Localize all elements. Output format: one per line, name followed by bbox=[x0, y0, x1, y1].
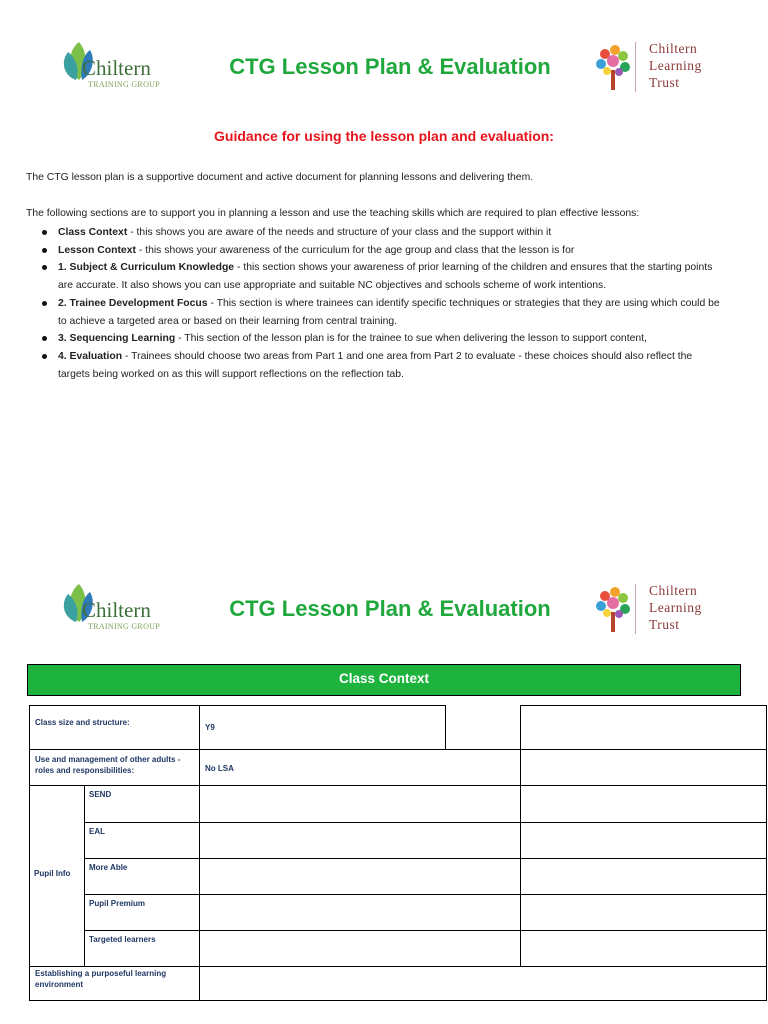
page-header bbox=[0, 40, 768, 110]
eal-label: EAL bbox=[89, 827, 105, 836]
intro-paragraph: The CTG lesson plan is a supportive document and active document for planning lessons and delivering them. bbox=[26, 172, 534, 183]
blank-cell[interactable] bbox=[520, 749, 767, 786]
logo-divider bbox=[635, 42, 636, 92]
more-able-label: More Able bbox=[89, 863, 128, 872]
trust-name: Chiltern Learning Trust bbox=[649, 583, 702, 632]
list-item: Lesson Context - this shows your awareness of the curriculum for the age group and class that the lesson is for bbox=[26, 242, 726, 260]
list-item: 2. Trainee Development Focus - This section is where trainees can identify specific techniques or strategies that they are using which could be to achieve a targeted area or based on their learning from central training. bbox=[26, 295, 726, 330]
bullet-icon bbox=[42, 336, 47, 341]
blank-cell[interactable] bbox=[520, 822, 767, 859]
adults-label: Use and management of other adults - roles and responsibilities: bbox=[35, 755, 181, 775]
chiltern-training-logo bbox=[62, 40, 182, 110]
bullet-icon bbox=[42, 248, 47, 253]
adults-label-cell bbox=[29, 749, 200, 786]
document-title: CTG Lesson Plan & Evaluation bbox=[229, 596, 551, 621]
bullet-icon bbox=[42, 265, 47, 270]
document-title: CTG Lesson Plan & Evaluation bbox=[229, 54, 551, 79]
list-item: Class Context - this shows you are aware of the needs and structure of your class and the support within it bbox=[26, 224, 726, 242]
pupil-premium-label: Pupil Premium bbox=[89, 899, 146, 908]
class-context-heading: Class Context bbox=[27, 664, 741, 696]
pupil-info-label: Pupil Info bbox=[34, 869, 71, 878]
pupil-row-label-cell bbox=[84, 822, 200, 859]
environment-label-cell bbox=[29, 966, 200, 1001]
page-header-2 bbox=[0, 582, 768, 652]
send-label: SEND bbox=[89, 790, 112, 799]
org-name: Chiltern bbox=[82, 56, 151, 80]
blank-cell[interactable] bbox=[520, 705, 767, 750]
trust-name: Chiltern Learning Trust bbox=[649, 41, 702, 90]
pupil-row-label-cell bbox=[84, 894, 200, 931]
blank-cell[interactable] bbox=[520, 858, 767, 895]
class-size-label: Class size and structure: bbox=[35, 718, 130, 727]
environment-value-cell[interactable] bbox=[199, 966, 767, 1001]
chiltern-learning-trust-logo bbox=[593, 40, 733, 110]
targeted-learners-value-cell[interactable] bbox=[199, 930, 521, 967]
guidance-list bbox=[26, 224, 726, 383]
pupil-row-label-cell bbox=[84, 858, 200, 895]
bullet-icon bbox=[42, 230, 47, 235]
pupil-row-label-cell bbox=[84, 785, 200, 823]
logo-divider bbox=[635, 584, 636, 634]
tree-icon bbox=[593, 584, 633, 634]
more-able-value-cell[interactable] bbox=[199, 858, 521, 895]
pupil-row-label-cell bbox=[84, 930, 200, 967]
class-size-value: Y9 bbox=[205, 723, 215, 732]
guidance-heading: Guidance for using the lesson plan and evaluation: bbox=[214, 128, 554, 144]
bullet-icon bbox=[42, 354, 47, 359]
blank-cell[interactable] bbox=[520, 930, 767, 967]
adults-value: No LSA bbox=[205, 764, 234, 773]
class-size-value-cell[interactable] bbox=[199, 705, 446, 750]
pupil-info-label-cell bbox=[29, 785, 85, 967]
org-name: Chiltern bbox=[82, 598, 151, 622]
chiltern-training-logo bbox=[62, 582, 182, 652]
blank-cell[interactable] bbox=[520, 785, 767, 823]
list-item: 3. Sequencing Learning - This section of the lesson plan is for the trainee to sue when delivering the lesson to support content, bbox=[26, 330, 726, 348]
class-size-label-cell bbox=[29, 705, 200, 750]
blank-cell[interactable] bbox=[520, 894, 767, 931]
adults-value-cell[interactable] bbox=[199, 749, 521, 786]
eal-value-cell[interactable] bbox=[199, 822, 521, 859]
org-subtitle: TRAINING GROUP bbox=[88, 622, 160, 631]
sections-lead: The following sections are to support you in planning a lesson and use the teaching skills which are required to plan effective lessons: bbox=[26, 208, 640, 219]
environment-label: Establishing a purposeful learning environment bbox=[35, 969, 167, 989]
pupil-premium-value-cell[interactable] bbox=[199, 894, 521, 931]
list-item: 4. Evaluation - Trainees should choose two areas from Part 1 and one area from Part 2 to evaluate - these choices should also reflect the targets being worked on as this will support reflections on the reflection tab. bbox=[26, 348, 726, 383]
tree-icon bbox=[593, 42, 633, 92]
send-value-cell[interactable] bbox=[199, 785, 521, 823]
chiltern-learning-trust-logo bbox=[593, 582, 733, 652]
org-subtitle: TRAINING GROUP bbox=[88, 80, 160, 89]
bullet-icon bbox=[42, 301, 47, 306]
list-item: 1. Subject & Curriculum Knowledge - this section shows your awareness of prior learning of the children and ensures that the starting points are accurate. It also shows you can use appropriate and suitable NC objectives and schools scheme of work intentions. bbox=[26, 259, 726, 294]
targeted-learners-label: Targeted learners bbox=[89, 935, 156, 944]
